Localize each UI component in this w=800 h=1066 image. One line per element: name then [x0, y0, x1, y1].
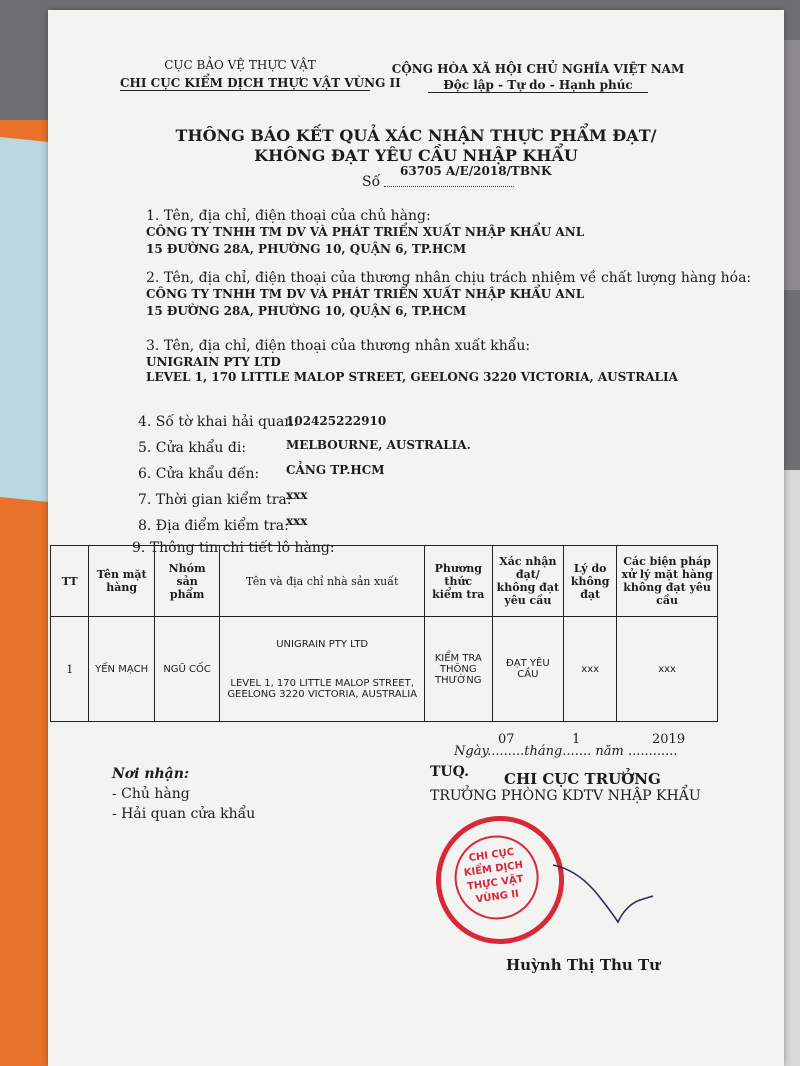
- customs-value: 102425222910: [286, 414, 387, 428]
- header-item: Tên mặt hàng: [89, 546, 154, 617]
- exporter-address: LEVEL 1, 170 LITTLE MALOP STREET, GEELONG 3220 VICTORIA, AUSTRALIA: [146, 370, 678, 384]
- header-reason: Lý do không đạt: [564, 546, 617, 617]
- date-year: 2019: [652, 732, 686, 747]
- table-row: [51, 617, 718, 722]
- signature-tuq: TUQ.: [430, 764, 469, 780]
- exporter-name: UNIGRAIN PTY LTD: [146, 355, 281, 369]
- signature-role2: TRƯỞNG PHÒNG KDTV NHẬP KHẨU: [430, 788, 701, 804]
- national-motto: Độc lập - Tự do - Hạnh phúc: [428, 78, 648, 93]
- agency-name: CỤC BẢO VỆ THỰC VẬT: [164, 58, 316, 72]
- recipient-customs: - Hải quan cửa khẩu: [112, 806, 256, 822]
- customs-label: 4. Số tờ khai hải quan:: [138, 414, 299, 430]
- producer-address-line2: GEELONG 3220 VICTORIA, AUSTRALIA: [227, 688, 418, 700]
- producer-name: UNIGRAIN PTY LTD: [276, 638, 369, 650]
- responsible-address: 15 ĐƯỜNG 28A, PHƯỜNG 10, QUẬN 6, TP.HCM: [146, 304, 467, 318]
- port-from-value: MELBOURNE, AUSTRALIA.: [286, 438, 471, 452]
- date-day: 07: [498, 732, 515, 747]
- cell-measures: xxx: [617, 617, 718, 722]
- table-header-row: [51, 546, 718, 617]
- document-title-line2: KHÔNG ĐẠT YÊU CẦU NHẬP KHẨU: [254, 146, 578, 165]
- port-from-label: 5. Cửa khẩu đi:: [138, 440, 247, 456]
- recipients-title: Nơi nhận:: [112, 766, 190, 782]
- cell-tt: 1: [51, 617, 89, 722]
- document-title-line1: THÔNG BÁO KẾT QUẢ XÁC NHẬN THỰC PHẨM ĐẠT/: [175, 126, 657, 145]
- stamp-line4: VÙNG II: [475, 888, 520, 906]
- document-number-label: Số: [362, 174, 381, 190]
- cell-reason: xxx: [564, 617, 617, 722]
- sub-agency-name: CHI CỤC KIỂM DỊCH THỰC VẬT VÙNG II: [120, 76, 401, 90]
- responsible-label: 2. Tên, địa chỉ, điện thoại của thương nhân chịu trách nhiệm về chất lượng hàng hóa:: [146, 270, 752, 286]
- stamp-line2: KIỂM DỊCH: [463, 859, 524, 879]
- number-dotted-line: [384, 186, 514, 187]
- cell-producer: [220, 617, 425, 722]
- cell-method: KIỂM TRA THÔNG THƯỜNG: [425, 617, 493, 722]
- cell-item: YẾN MẠCH: [89, 617, 154, 722]
- producer-address-line1: LEVEL 1, 170 LITTLE MALOP STREET,: [230, 677, 414, 689]
- inspect-time-label: 7. Thời gian kiểm tra:: [138, 492, 292, 508]
- nation-name: CỘNG HÒA XÃ HỘI CHỦ NGHĨA VIỆT NAM: [391, 62, 685, 76]
- stamp-line3: THỰC VẬT: [466, 873, 525, 893]
- recipient-owner: - Chủ hàng: [112, 786, 190, 802]
- exporter-label: 3. Tên, địa chỉ, điện thoại của thương nhân xuất khẩu:: [146, 338, 531, 354]
- stamp-line1: CHI CỤC: [468, 846, 515, 865]
- owner-address: 15 ĐƯỜNG 28A, PHƯỜNG 10, QUẬN 6, TP.HCM: [146, 242, 467, 256]
- handwritten-signature: [548, 850, 658, 930]
- header-group: Nhóm sản phẩm: [154, 546, 219, 617]
- port-to-value: CẢNG TP.HCM: [286, 463, 385, 477]
- document-number: 63705 A/E/2018/TBNK: [400, 164, 552, 178]
- inspect-time-value: xxx: [286, 488, 308, 502]
- owner-name: CÔNG TY TNHH TM DV VÀ PHÁT TRIỂN XUẤT NHẬP KHẨU ANL: [146, 225, 585, 239]
- port-to-label: 6. Cửa khẩu đến:: [138, 466, 260, 482]
- signer-name: Huỳnh Thị Thu Tư: [506, 956, 661, 974]
- inspect-place-label: 8. Địa điểm kiểm tra:: [138, 518, 289, 534]
- inspect-place-value: xxx: [286, 514, 308, 528]
- goods-table: [50, 545, 718, 722]
- owner-label: 1. Tên, địa chỉ, điện thoại của chủ hàng:: [146, 208, 431, 224]
- date-template: Ngày.........tháng....... năm ............: [454, 744, 678, 759]
- header-measures: Các biện pháp xử lý mặt hàng không đạt yêu cầu: [617, 546, 718, 617]
- header-method: Phương thức kiểm tra: [425, 546, 493, 617]
- cell-result: ĐẠT YÊU CẦU: [492, 617, 564, 722]
- header-tt: TT: [51, 546, 89, 617]
- header-result: Xác nhận đạt/ không đạt yêu cầu: [492, 546, 564, 617]
- date-month: 1: [572, 732, 581, 747]
- signature-role1: CHI CỤC TRƯỞNG: [504, 770, 661, 788]
- details-label: 9. Thông tin chi tiết lô hàng:: [132, 540, 335, 556]
- document-page: [48, 10, 784, 1066]
- header-producer: Tên và địa chỉ nhà sản xuất: [220, 546, 425, 617]
- responsible-name: CÔNG TY TNHH TM DV VÀ PHÁT TRIỂN XUẤT NHẬP KHẨU ANL: [146, 287, 585, 301]
- cell-group: NGŨ CỐC: [154, 617, 219, 722]
